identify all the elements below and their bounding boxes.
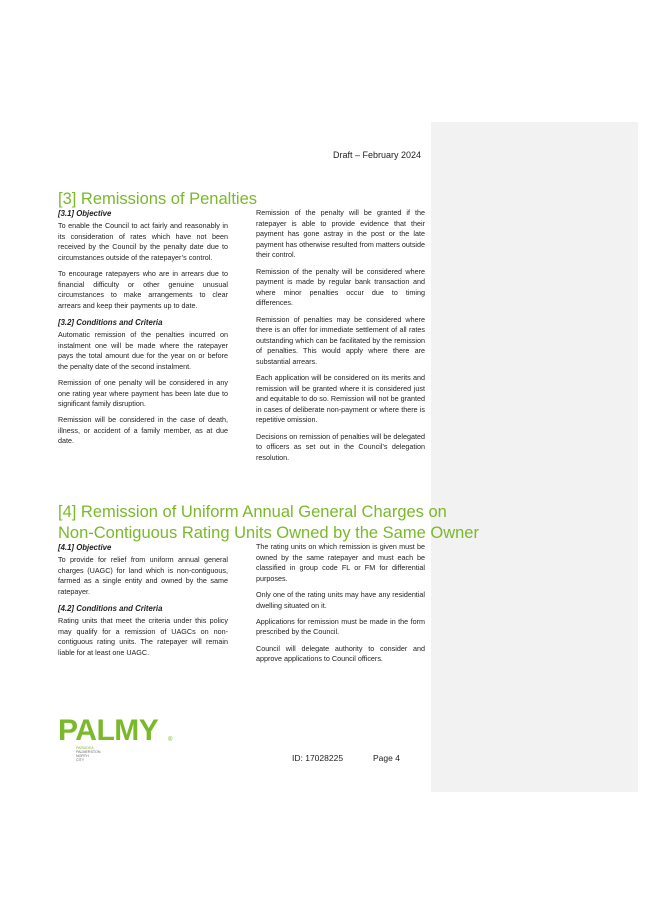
paragraph: Remission of the penalty will be granted if the ratepayer is able to provide evidence that their payment has gone astray in the post or the late payment has otherwise resulted from matters outside their control. [256,208,425,260]
paragraph: Council will delegate authority to consider and approve applications to Council officers. [256,643,425,664]
paragraph: Rating units that meet the criteria under this policy may qualify for a remission of UAGCs on non-contiguous rating units. The ratepayer will remain liable for at least one UAGC. [58,615,228,657]
paragraph: Applications for remission must be made in the form prescribed by the Council. [256,616,425,637]
logo-subtitle: PAPAIOEA PALMERSTON NORTH CITY [76,746,101,762]
section-3-left-column [58,208,228,453]
paragraph: To enable the Council to act fairly and reasonably in its consideration of rates which have not been received by the Council by the penalty date due to circumstances outside of the ratepayer’s control. [58,221,228,262]
paragraph: Only one of the rating units may have any residential dwelling situated on it. [256,589,425,610]
palmy-logo [58,714,173,762]
paragraph: Remission will be considered in the case of death, illness, or accident of a family member, as at due date. [58,415,228,446]
comment-pane [431,122,638,792]
section-3-1-heading: [3.1] Objective [58,209,112,218]
section-4-2-heading: [4.2] Conditions and Criteria [58,603,163,613]
paragraph: Remission of penalties may be considered where there is an offer for immediate settlement of all rates outstanding which can be facilitated by the remission of penalties. This would apply where there are substantial arrears. [256,314,425,366]
paragraph: Automatic remission of the penalties incurred on instalment one will be made where the ratepayer pays the total amount due for the year on or before the penalty date of the second instalment. [58,329,228,371]
paragraph: Remission of one penalty will be considered in any one rating year where payment has been late due to significant family disruption. [58,377,228,409]
section-4-title-line-2: Non-Contiguous Rating Units Owned by the Same Owner [58,524,479,542]
paragraph: Remission of the penalty will be considered where payment is made by regular bank transaction and where minor penalties occur due to timing differences. [256,266,425,308]
section-3-right-column [256,208,425,469]
section-3-title: [3] Remissions of Penalties [58,190,258,208]
section-4-title-line-1: [4] Remission of Uniform Annual General Charges on [58,503,447,521]
logo-registered-mark: ® [168,737,173,743]
paragraph: To provide for relief from uniform annual general charges (UAGC) for land which is non-contiguous, farmed as a single entity and owned by the same ratepayer. [58,555,228,596]
section-4-left-column [58,542,228,664]
page-number: Page 4 [373,753,400,763]
section-4-right-column [256,542,425,670]
paragraph: To encourage ratepayers who are in arrears due to financial difficulty or other genuine unusual circumstances to make arrangements to clear arrears and keep their payments up to date. [58,268,228,310]
draft-header: Draft – February 2024 [333,150,422,160]
section-4-1-heading: [4.1] Objective [58,543,112,552]
logo-wordmark: PALMY [58,714,159,747]
document-id: ID: 17028225 [292,753,344,763]
paragraph: Decisions on remission of penalties will be delegated to officers as set out in the Council’s delegation resolution. [256,431,425,462]
section-3-2-heading: [3.2] Conditions and Criteria [58,317,163,327]
section-4-title [58,502,479,544]
paragraph: Each application will be considered on its merits and remission will be granted where it is considered just and equitable to do so. Remission will not be granted in cases of deliberate non-payment or where there is repetitive omission. [256,373,425,425]
paragraph: The rating units on which remission is given must be owned by the same ratepayer and must each be classified in group code FL or FM for differential purposes. [256,542,425,583]
